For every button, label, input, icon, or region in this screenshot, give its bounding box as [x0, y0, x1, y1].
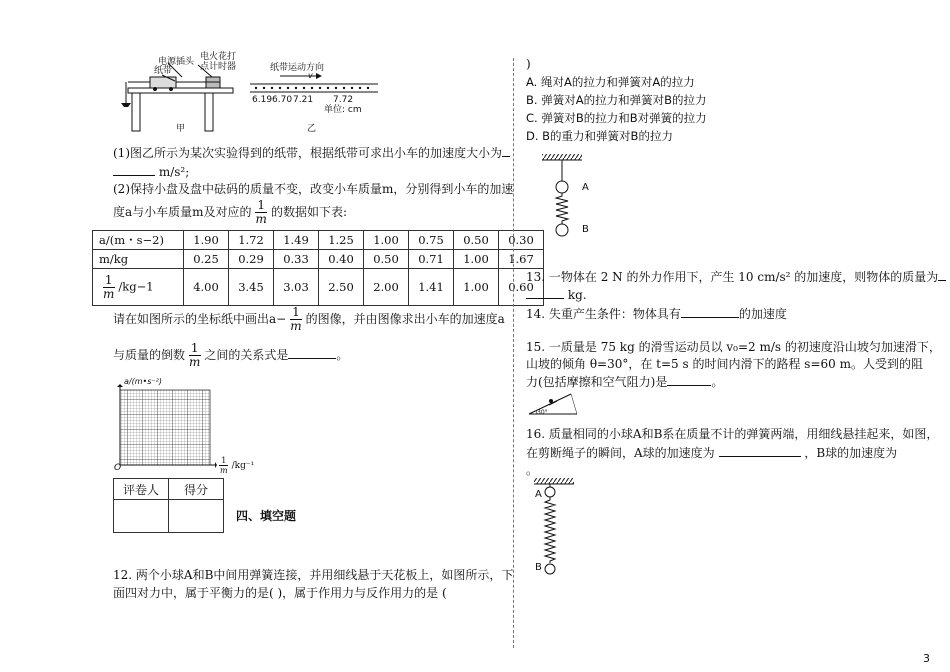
- q12-option-a[interactable]: A. 绳对A的拉力和弹簧对A的拉力: [526, 75, 695, 89]
- q11-part1-line2: [113, 163, 189, 180]
- fig-yi-direction: 纸带运动方向: [270, 63, 325, 73]
- fraction-1-over-m: $\frac{1}{m}$: [255, 198, 267, 226]
- q13-line1: 13. 一物体在 2 N 的外力作用下，产生 10 cm/s² 的加速度，则物体的质量为: [526, 268, 946, 285]
- fig-jia-label-tape: 纸带: [154, 66, 173, 76]
- q15-line2: 山坡的倾角 θ=30°，在 t=5 s 的时间内滑下的路程 s=60 m。人受到的阻: [526, 357, 923, 371]
- q16-ball-a-label: A: [535, 489, 542, 500]
- page-number: 3: [923, 652, 930, 665]
- q12-line2: 面四对力中，属于平衡力的是( )，属于作用力与反作用力的是 (: [113, 586, 447, 600]
- fig-jia-caption: 甲: [176, 124, 186, 134]
- score-table-grader: 评卷人: [114, 479, 169, 500]
- fig-yi-value-2: 6.70: [272, 95, 293, 105]
- fig-yi-caption: 乙: [307, 124, 317, 134]
- q14-answer-blank[interactable]: [681, 305, 739, 318]
- row-header-accel: a/(m・s−2): [93, 231, 184, 250]
- q11-answer-blank-1-cont[interactable]: [113, 163, 155, 176]
- fig-yi-unit: 单位: cm: [324, 105, 362, 115]
- score-cell[interactable]: [169, 500, 224, 533]
- q11-answer-blank-2[interactable]: [288, 346, 336, 359]
- q11-unit: m/s²;: [158, 165, 190, 179]
- q11-data-table: [92, 230, 544, 306]
- q16-line1: 16. 质量相同的小球A和B系在质量不计的弹簧两端，用细线悬挂起来，如图，: [526, 427, 939, 441]
- grid-y-axis-label: a/(m•s⁻²): [124, 377, 162, 386]
- score-table-score: 得分: [169, 479, 224, 500]
- q12-ball-a-label: A: [582, 182, 589, 193]
- q12-option-d[interactable]: D. B的重力和弹簧对B的拉力: [526, 129, 673, 143]
- q15-angle-label: 30°: [537, 409, 548, 416]
- q12-line3: ): [526, 57, 531, 71]
- row-header-mass: m/kg: [93, 250, 184, 269]
- grid-paper[interactable]: [112, 384, 217, 468]
- q15-answer-blank[interactable]: [667, 373, 711, 386]
- fig-jia-label-timer-2: 点计时器: [200, 62, 237, 72]
- q16-ball-b-label: B: [535, 562, 542, 573]
- fig-yi-value-4: 7.72: [333, 95, 354, 105]
- score-table: [113, 478, 224, 533]
- q12-ball-b-label: B: [582, 224, 589, 235]
- q12-line1: 12. 两个小球A和B中间用弹簧连接，并用细线悬于天花板上，如图所示，下: [113, 568, 514, 582]
- fig-jia-label-plug: 电源插头: [158, 57, 195, 67]
- q12-option-c[interactable]: C. 弹簧对B的拉力和B对弹簧的拉力: [526, 111, 707, 125]
- q15-line1: 15. 一质量是 75 kg 的滑雪运动员以 v₀=2 m/s 的初速度沿山坡匀加速滑下，: [526, 340, 941, 354]
- q11-answer-blank-1[interactable]: [502, 144, 510, 157]
- q11-part1-line1: (1)图乙所示为某次实验得到的纸带，根据纸带可求出小车的加速度大小为: [113, 144, 510, 161]
- q11-part3-line1: 请在如图所示的坐标纸中画出a− $\frac{1}{m}$ 的图像，并由图像求出小车的加速度a: [113, 305, 505, 333]
- q11-part2-line2: 度a与小车质量m及对应的 $\frac{1}{m}$ 的数据如下表:: [113, 198, 347, 226]
- column-divider: [513, 58, 514, 648]
- score-grader-cell[interactable]: [114, 500, 169, 533]
- section-title: 四、填空题: [236, 509, 297, 523]
- q11-part3-line2: 与质量的倒数 $\frac{1}{m}$ 之间的关系式是 。: [113, 341, 349, 369]
- fig-jia-label-timer-1: 电火花打: [200, 52, 237, 62]
- table-row: m/kg 0.25 0.29 0.33 0.40 0.50 0.71 1.00 1.67: [93, 250, 544, 269]
- q13-line2: kg.: [526, 286, 587, 303]
- q13-answer-blank[interactable]: [938, 268, 946, 281]
- row-header-inverse-mass: $\frac{1}{m}$ /kg−1: [93, 269, 184, 306]
- q15-line3: 力(包括摩擦和空气阻力)是 。: [526, 375, 724, 389]
- q12-option-b[interactable]: B. 弹簧对A的拉力和弹簧对B的拉力: [526, 93, 707, 107]
- grid-origin: O: [114, 463, 122, 473]
- q16-line2: 在剪断绳子的瞬间，A球的加速度为 ，B球的加速度为: [526, 446, 898, 460]
- q11-part2-line1: (2)保持小盘及盘中砝码的质量不变，改变小车质量m，分别得到小车的加速: [113, 182, 514, 196]
- grid-x-axis-label: $\frac{1}{m}$ /kg⁻¹: [220, 456, 255, 475]
- q13-answer-blank-cont[interactable]: [526, 286, 564, 299]
- table-row: $\frac{1}{m}$ /kg−1 4.00 3.45 3.03 2.50 2.00 1.41 1.00 0.60: [93, 269, 544, 306]
- q15-figure-slope: [527, 392, 579, 418]
- q14-line: 14. 失重产生条件：物体具有 的加速度: [526, 307, 787, 321]
- q16-line3: 。: [526, 463, 539, 477]
- fig-yi-value-1: 6.19: [252, 95, 273, 105]
- q16-answer-blank-a[interactable]: [719, 444, 801, 457]
- table-row: a/(m・s−2) 1.90 1.72 1.49 1.25 1.00 0.75 0.50 0.30: [93, 231, 544, 250]
- fig-yi-arrow-v: v: [308, 71, 313, 80]
- fig-yi-value-3: 7.21: [293, 95, 314, 105]
